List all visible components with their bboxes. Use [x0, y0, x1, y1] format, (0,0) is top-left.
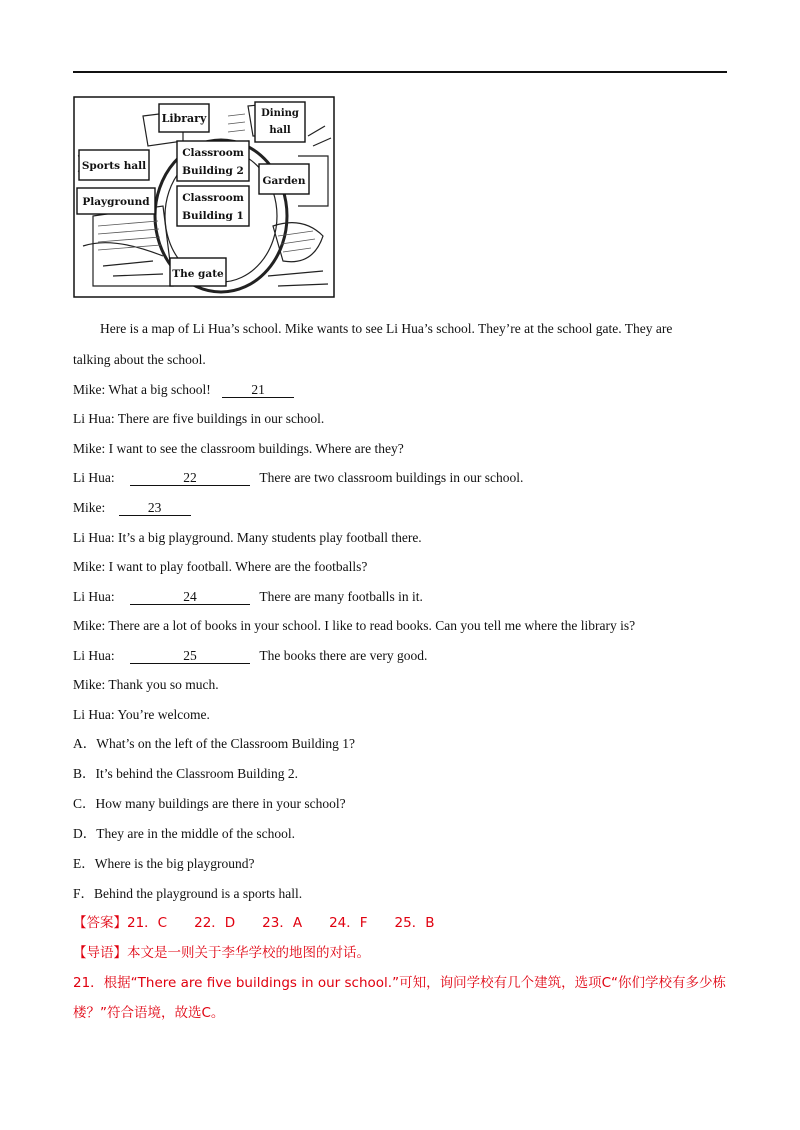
explanation-line-1: 21．根据“There are five buildings in our school.”可知，询问学校有几个建筑，选项C“你们学校有多少栋	[73, 975, 726, 991]
option-d: D．They are in the middle of the school.	[73, 826, 295, 841]
map-label-sports-hall: Sports hall	[81, 160, 147, 172]
dialogue-line: Mike: I want to play football. Where are the footballs?	[73, 559, 368, 574]
dialogue-line	[73, 382, 294, 398]
guide-text: 【导语】本文是一则关于李华学校的地图的对话。	[73, 945, 370, 961]
map-label-dining-1: Dining	[261, 108, 299, 119]
map-label-classroom1-2: Building 1	[182, 210, 244, 222]
answer-blank-21: 21	[222, 383, 294, 398]
dialogue-text: Li Hua:	[73, 470, 115, 485]
option-f: F．Behind the playground is a sports hall.	[73, 886, 303, 901]
school-map-drawing	[73, 96, 335, 298]
dialogue-line: Li Hua: It’s a big playground. Many students play football there.	[73, 530, 422, 545]
answer-blank-23: 23	[119, 501, 191, 516]
map-label-library: Library	[161, 112, 207, 125]
map-label-garden: Garden	[262, 175, 306, 187]
map-label-playground: Playground	[82, 196, 150, 208]
option-e: E．Where is the big playground?	[73, 856, 255, 871]
header-rule	[73, 71, 727, 73]
dialogue-text: There are two classroom buildings in our school.	[259, 470, 524, 485]
dialogue-text: Mike: What a big school!	[73, 382, 211, 397]
intro-line-2: talking about the school.	[73, 352, 206, 367]
option-c: C．How many buildings are there in your school?	[73, 796, 346, 811]
school-map	[73, 96, 335, 298]
map-label-classroom1-1: Classroom	[182, 192, 244, 204]
dialogue-line	[73, 648, 427, 664]
answer-key: 【答案】21．C 22．D 23．A 24．F 25．B	[73, 915, 435, 931]
dialogue-line	[73, 589, 423, 605]
dialogue-line: Mike: There are a lot of books in your school. I like to read books. Can you tell me where the library is?	[73, 618, 636, 633]
dialogue-line: Li Hua: There are five buildings in our school.	[73, 411, 325, 426]
dialogue-line	[73, 470, 523, 486]
map-label-classroom2-1: Classroom	[182, 147, 244, 159]
intro-line-1: Here is a map of Li Hua’s school. Mike wants to see Li Hua’s school. They’re at the school gate. They are	[100, 321, 673, 336]
dialogue-text: Li Hua:	[73, 648, 115, 663]
map-label-dining-2: hall	[269, 125, 291, 136]
answer-blank-25: 25	[130, 649, 250, 664]
map-label-classroom2-2: Building 2	[182, 165, 244, 177]
dialogue-line	[73, 500, 191, 516]
answer-blank-24: 24	[130, 590, 250, 605]
dialogue-line: Li Hua: You’re welcome.	[73, 707, 210, 722]
dialogue-text: Li Hua:	[73, 589, 115, 604]
dialogue-text: Mike:	[73, 500, 106, 515]
option-b: B．It’s behind the Classroom Building 2.	[73, 766, 298, 781]
explanation-line-2: 楼？”符合语境，故选C。	[73, 1005, 225, 1021]
dialogue-text: The books there are very good.	[259, 648, 428, 663]
option-a: A．What’s on the left of the Classroom Building 1?	[73, 736, 355, 751]
map-label-gate: The gate	[172, 268, 224, 280]
dialogue-text: There are many footballs in it.	[259, 589, 423, 604]
dialogue-line: Mike: Thank you so much.	[73, 677, 219, 692]
dialogue-line: Mike: I want to see the classroom buildings. Where are they?	[73, 441, 404, 456]
answer-blank-22: 22	[130, 471, 250, 486]
